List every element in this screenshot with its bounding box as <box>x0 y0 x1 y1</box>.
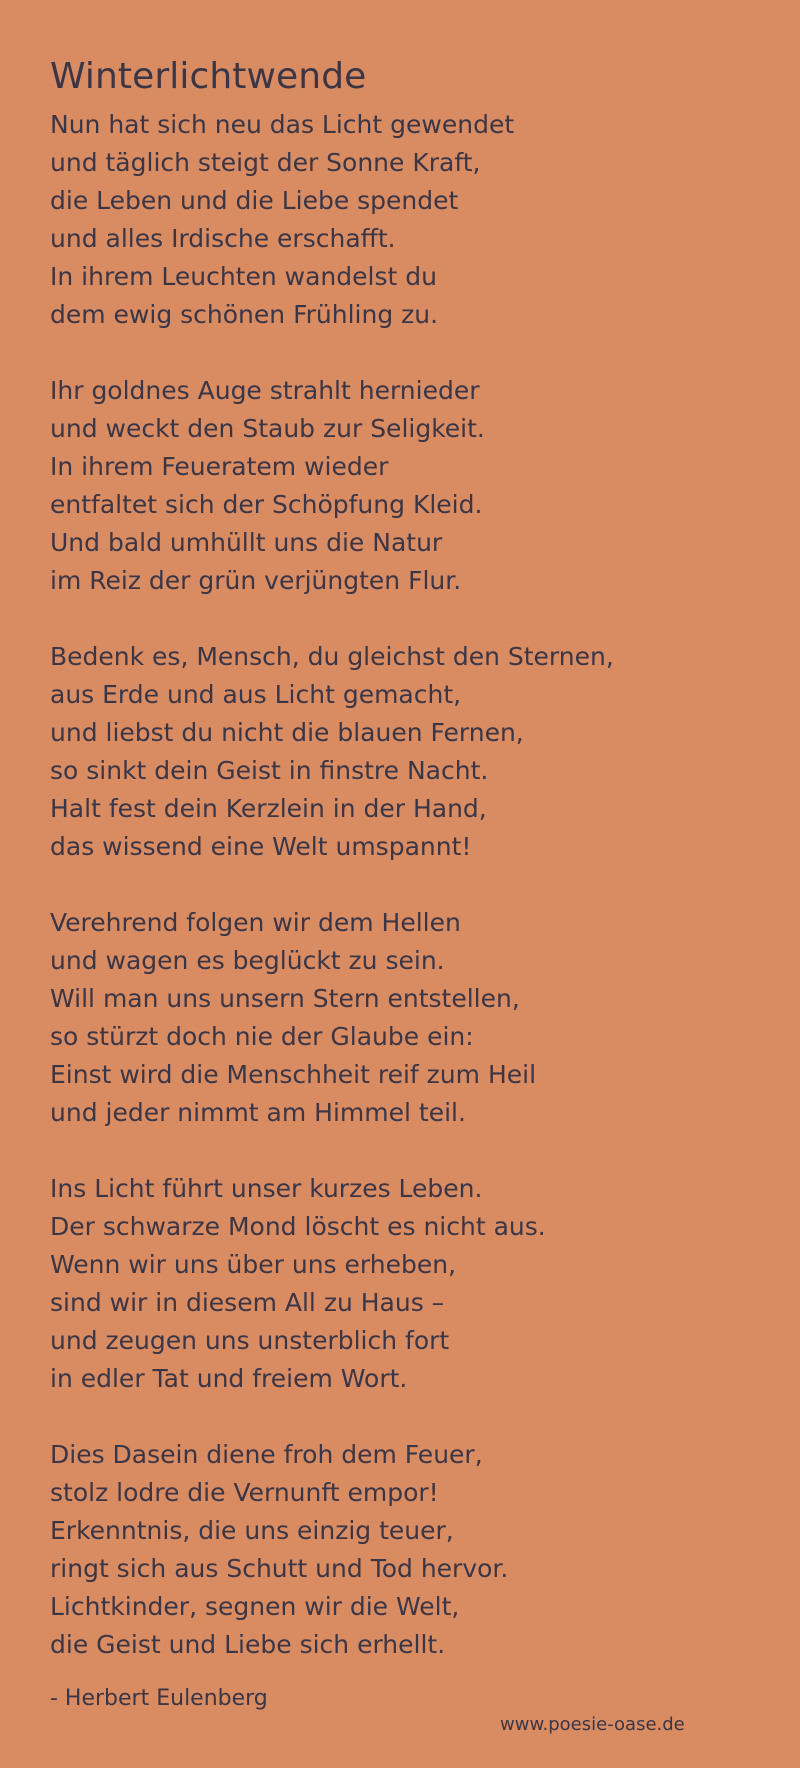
poem-line: stolz lodre die Vernunft empor! <box>50 1478 439 1507</box>
poem-line: und jeder nimmt am Himmel teil. <box>50 1098 466 1127</box>
poem-line: und wagen es beglückt zu sein. <box>50 946 445 975</box>
poem-line: Wenn wir uns über uns erheben, <box>50 1250 457 1279</box>
stanza-1 <box>50 106 750 334</box>
poem-line: und alles Irdische erschafft. <box>50 224 396 253</box>
poem-line: Halt fest dein Kerzlein in der Hand, <box>50 794 487 823</box>
poem-line: im Reiz der grün verjüngten Flur. <box>50 566 462 595</box>
stanza-5 <box>50 1170 750 1398</box>
poem-line: Will man uns unsern Stern entstellen, <box>50 984 520 1013</box>
stanza-spacer <box>50 866 750 904</box>
poem-line: Lichtkinder, segnen wir die Welt, <box>50 1592 460 1621</box>
poem-author: - Herbert Eulenberg <box>50 1686 268 1711</box>
poem-body <box>50 48 750 1664</box>
poem-line: Ins Licht führt unser kurzes Leben. <box>50 1174 483 1203</box>
stanza-spacer <box>50 334 750 372</box>
poem-line: Bedenk es, Mensch, du gleichst den Sternen, <box>50 642 614 671</box>
poem-line: Dies Dasein diene froh dem Feuer, <box>50 1440 483 1469</box>
poem-line: und täglich steigt der Sonne Kraft, <box>50 148 481 177</box>
poem-line: in edler Tat und freiem Wort. <box>50 1364 408 1393</box>
poem-line: Ihr goldnes Auge strahlt hernieder <box>50 376 480 405</box>
stanza-spacer <box>50 600 750 638</box>
poem-line: In ihrem Feueratem wieder <box>50 452 389 481</box>
stanza-spacer <box>50 1398 750 1436</box>
poem-line: und weckt den Staub zur Seligkeit. <box>50 414 485 443</box>
stanza-6 <box>50 1436 750 1664</box>
poem-line: Der schwarze Mond löscht es nicht aus. <box>50 1212 546 1241</box>
poem-line: Und bald umhüllt uns die Natur <box>50 528 443 557</box>
stanza-spacer <box>50 1132 750 1170</box>
poem-line: Einst wird die Menschheit reif zum Heil <box>50 1060 537 1089</box>
poem-line: die Leben und die Liebe spendet <box>50 186 459 215</box>
website-credit: www.poesie-oase.de <box>500 1714 685 1735</box>
poem-line: die Geist und Liebe sich erhellt. <box>50 1630 446 1659</box>
poem-line: sind wir in diesem All zu Haus – <box>50 1288 445 1317</box>
poem-line: und liebst du nicht die blauen Fernen, <box>50 718 524 747</box>
poem-line: das wissend eine Welt umspannt! <box>50 832 472 861</box>
poem-line: Nun hat sich neu das Licht gewendet <box>50 110 515 139</box>
stanza-3 <box>50 638 750 866</box>
poem-line: ringt sich aus Schutt und Tod hervor. <box>50 1554 509 1583</box>
poem-line: Erkenntnis, die uns einzig teuer, <box>50 1516 454 1545</box>
poem-line: Verehrend folgen wir dem Hellen <box>50 908 461 937</box>
stanza-4 <box>50 904 750 1132</box>
poem-title: Winterlichtwende <box>50 56 367 97</box>
poem-line: entfaltet sich der Schöpfung Kleid. <box>50 490 483 519</box>
poem-line: und zeugen uns unsterblich fort <box>50 1326 450 1355</box>
poem-line: so stürzt doch nie der Glaube ein: <box>50 1022 474 1051</box>
poem-line: aus Erde und aus Licht gemacht, <box>50 680 462 709</box>
poem-line: so sinkt dein Geist in finstre Nacht. <box>50 756 489 785</box>
poem-line: dem ewig schönen Frühling zu. <box>50 300 439 329</box>
poem-line: In ihrem Leuchten wandelst du <box>50 262 437 291</box>
stanza-2 <box>50 372 750 600</box>
